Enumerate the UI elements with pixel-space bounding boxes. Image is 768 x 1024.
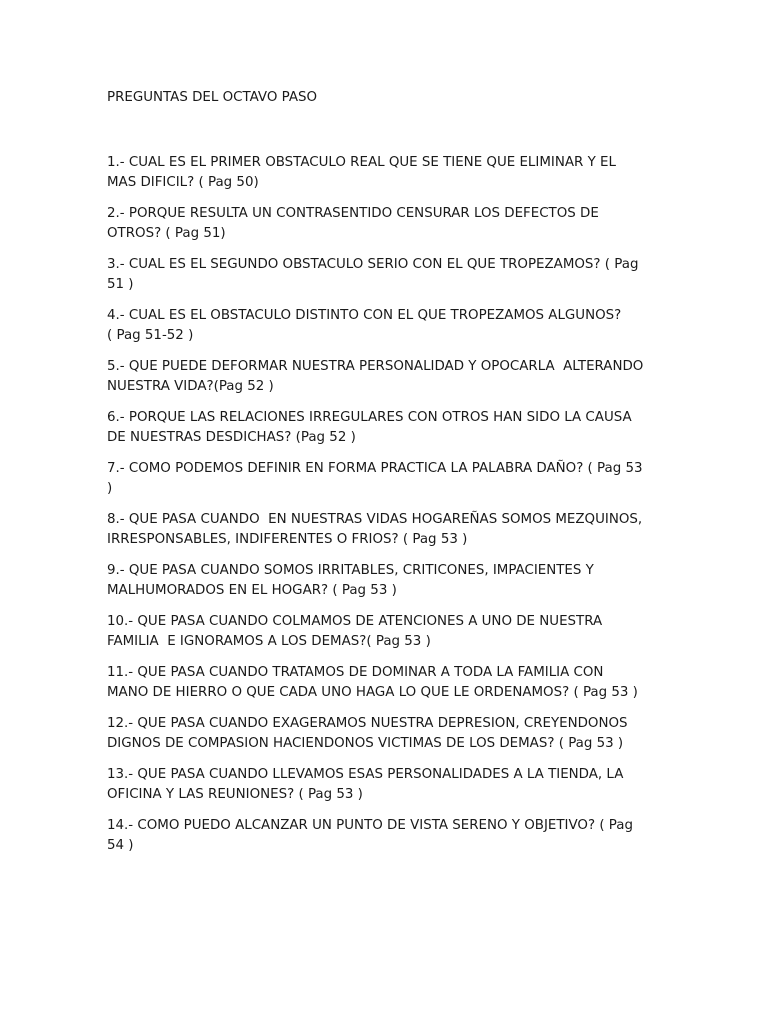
question-item: 11.- QUE PASA CUANDO TRATAMOS DE DOMINAR A TODA LA FAMILIA CON MANO DE HIERRO O QUE CADA UNO HAGA LO QUE LE ORDENAMOS? ( Pag 53 ) [107,665,638,700]
question-list [107,153,667,867]
question-item: 8.- QUE PASA CUANDO EN NUESTRAS VIDAS HOGAREÑAS SOMOS MEZQUINOS, IRRESPONSABLES, INDIFERENTES O FRIOS? ( Pag 53 ) [107,512,643,547]
question-item: 6.- PORQUE LAS RELACIONES IRREGULARES CON OTROS HAN SIDO LA CAUSA DE NUESTRAS DESDICHAS? (Pag 52 ) [107,410,632,445]
question-item: 9.- QUE PASA CUANDO SOMOS IRRITABLES, CRITICONES, IMPACIENTES Y MALHUMORADOS EN EL HOGAR? ( Pag 53 ) [107,563,594,598]
question-item: 5.- QUE PUEDE DEFORMAR NUESTRA PERSONALIDAD Y OPOCARLA ALTERANDO NUESTRA VIDA?(Pag 52 ) [107,359,644,394]
question-item: 2.- PORQUE RESULTA UN CONTRASENTIDO CENSURAR LOS DEFECTOS DE OTROS? ( Pag 51) [107,206,599,241]
question-item: 13.- QUE PASA CUANDO LLEVAMOS ESAS PERSONALIDADES A LA TIENDA, LA OFICINA Y LAS REUNIONES? ( Pag 53 ) [107,767,624,802]
question-item: 1.- CUAL ES EL PRIMER OBSTACULO REAL QUE SE TIENE QUE ELIMINAR Y EL MAS DIFICIL? ( Pag 50) [107,155,616,190]
question-item: 7.- COMO PODEMOS DEFINIR EN FORMA PRACTICA LA PALABRA DAÑO? ( Pag 53 ) [107,461,643,496]
question-item: 10.- QUE PASA CUANDO COLMAMOS DE ATENCIONES A UNO DE NUESTRA FAMILIA E IGNORAMOS A LOS DEMAS?( Pag 53 ) [107,614,603,649]
question-item: 3.- CUAL ES EL SEGUNDO OBSTACULO SERIO CON EL QUE TROPEZAMOS? ( Pag 51 ) [107,257,639,292]
document-title: PREGUNTAS DEL OCTAVO PASO [107,90,318,105]
question-item: 12.- QUE PASA CUANDO EXAGERAMOS NUESTRA DEPRESION, CREYENDONOS DIGNOS DE COMPASION HACIENDONOS VICTIMAS DE LOS DEMAS? ( Pag 53 ) [107,716,628,751]
question-item: 4.- CUAL ES EL OBSTACULO DISTINTO CON EL QUE TROPEZAMOS ALGUNOS? ( Pag 51-52 ) [107,308,622,343]
question-item: 14.- COMO PUEDO ALCANZAR UN PUNTO DE VISTA SERENO Y OBJETIVO? ( Pag 54 ) [107,818,633,853]
